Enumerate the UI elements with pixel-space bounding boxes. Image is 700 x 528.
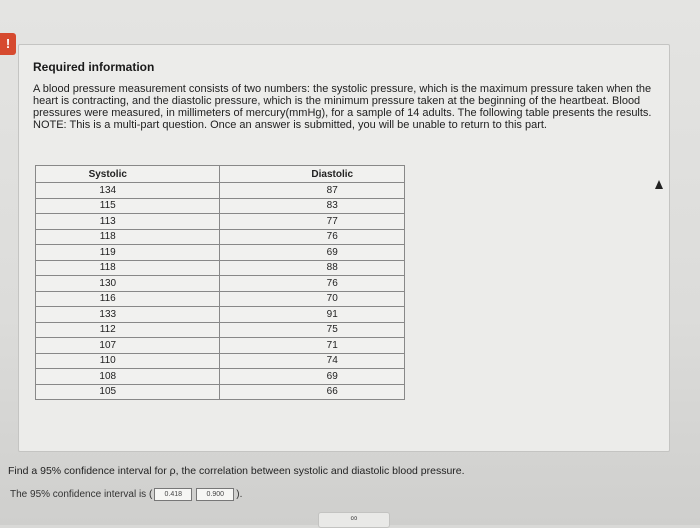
info-body (33, 83, 653, 131)
diastolic-cell: 87 (220, 183, 405, 199)
info-note: NOTE: This is a multi-part question. Once an answer is submitted, you will be unable to return to this part. (33, 119, 547, 131)
cursor-icon (655, 180, 663, 189)
systolic-cell: 115 (36, 198, 220, 214)
answer-prefix: The 95% confidence interval is ( (10, 489, 153, 501)
diastolic-cell: 66 (220, 384, 405, 400)
upper-bound-input[interactable]: 0.900 (196, 488, 234, 501)
diastolic-cell: 71 (220, 338, 405, 354)
systolic-cell: 107 (36, 338, 220, 354)
diastolic-cell: 74 (220, 353, 405, 369)
diastolic-cell: 91 (220, 307, 405, 323)
systolic-cell: 119 (36, 245, 220, 261)
answer-suffix: ). (236, 489, 243, 501)
diastolic-cell: 69 (220, 245, 405, 261)
table-row (36, 245, 405, 261)
diastolic-cell: 77 (220, 214, 405, 230)
table-row (36, 322, 405, 338)
systolic-cell: 116 (36, 291, 220, 307)
table-row (36, 307, 405, 323)
table-row (36, 338, 405, 354)
table-row (36, 276, 405, 292)
systolic-cell: 133 (36, 307, 220, 323)
table-row (36, 229, 405, 245)
alert-icon: ! (0, 33, 16, 55)
question-text: Find a 95% confidence interval for ρ, the correlation between systolic and diastolic blood pressure. (8, 465, 465, 477)
systolic-cell: 113 (36, 214, 220, 230)
diastolic-cell: 70 (220, 291, 405, 307)
systolic-cell: 108 (36, 369, 220, 385)
table-row (36, 260, 405, 276)
systolic-cell: 105 (36, 384, 220, 400)
info-title: Required information (33, 60, 155, 74)
table-row (36, 198, 405, 214)
systolic-cell: 118 (36, 260, 220, 276)
systolic-cell: 130 (36, 276, 220, 292)
diastolic-cell: 69 (220, 369, 405, 385)
diastolic-cell: 83 (220, 198, 405, 214)
diastolic-cell: 75 (220, 322, 405, 338)
link-icon[interactable]: ∞ (318, 512, 390, 528)
required-information-card (18, 44, 670, 452)
diastolic-cell: 76 (220, 229, 405, 245)
header-systolic: Systolic (36, 166, 220, 183)
systolic-cell: 110 (36, 353, 220, 369)
table-row (36, 291, 405, 307)
header-diastolic: Diastolic (220, 166, 405, 183)
table-row (36, 353, 405, 369)
systolic-cell: 134 (36, 183, 220, 199)
diastolic-cell: 76 (220, 276, 405, 292)
table-row (36, 369, 405, 385)
diastolic-cell: 88 (220, 260, 405, 276)
blood-pressure-table (35, 165, 405, 400)
table-header-row (36, 166, 405, 183)
systolic-cell: 118 (36, 229, 220, 245)
lower-bound-input[interactable]: 0.418 (154, 488, 192, 501)
table-row (36, 384, 405, 400)
systolic-cell: 112 (36, 322, 220, 338)
info-paragraph: A blood pressure measurement consists of two numbers: the systolic pressure, which is the maximum pressure taken when the heart is contracting, and the diastolic pressure, which is the minimum pressure taken at the beginning of the heartbeat. Blood pressures were measured, in millimeters of mercury(mmHg), for a sample of 14 adults. The following table presents the results. (33, 83, 652, 119)
answer-line (10, 488, 242, 501)
table-row (36, 183, 405, 199)
table-row (36, 214, 405, 230)
